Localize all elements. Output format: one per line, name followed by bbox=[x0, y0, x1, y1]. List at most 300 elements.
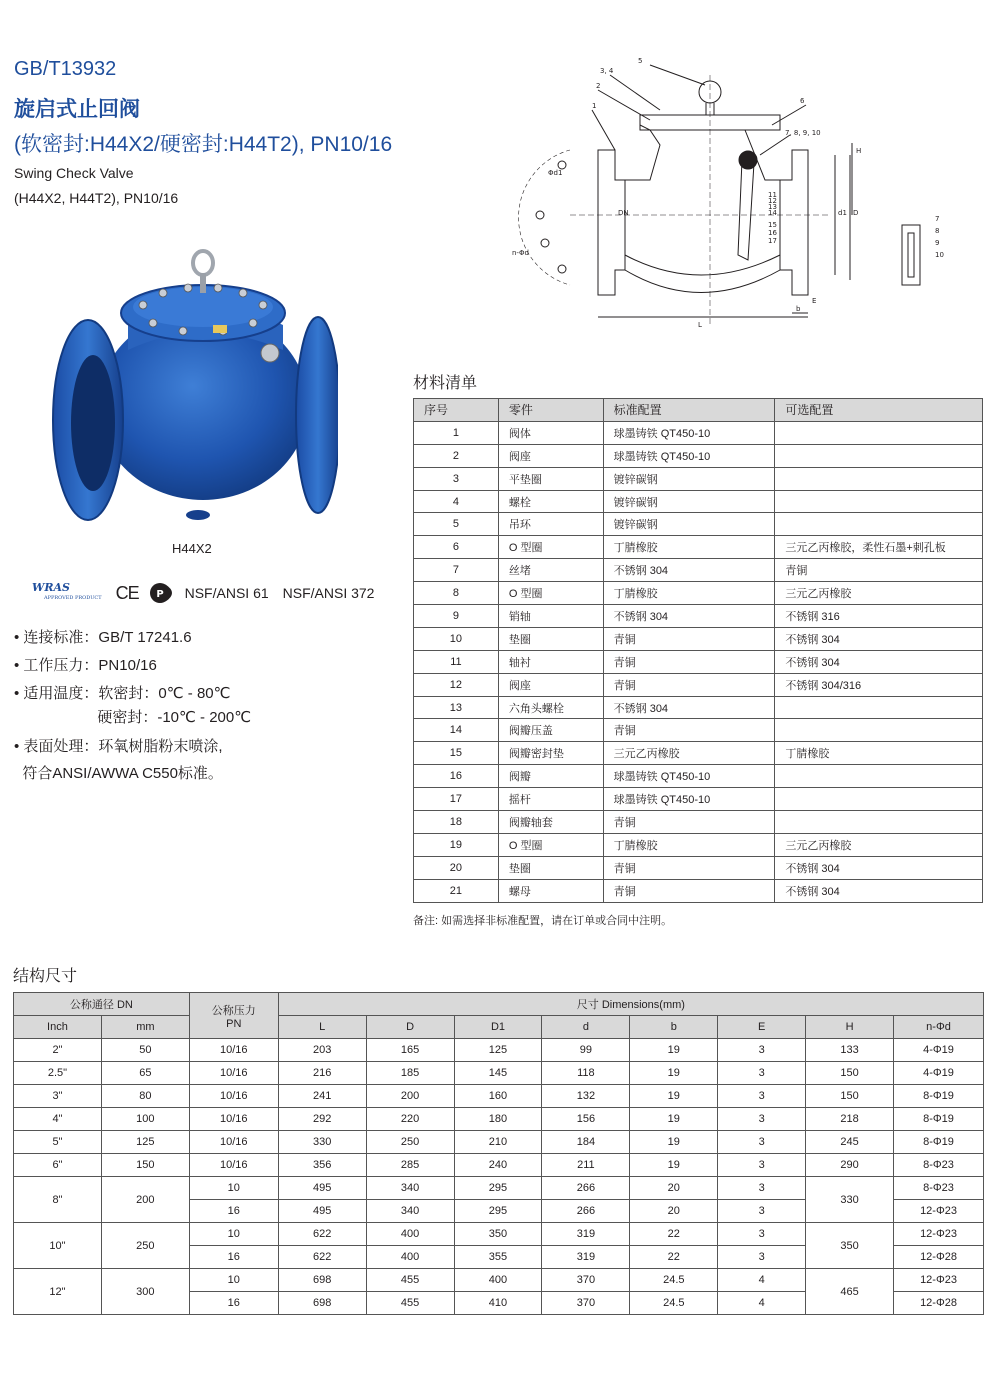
cell-holes: 12-Φ23 bbox=[894, 1269, 984, 1292]
cell-pn: 10/16 bbox=[189, 1131, 278, 1154]
cell-standard: 球墨铸铁 QT450-10 bbox=[603, 421, 775, 444]
cell-part: 阀瓣 bbox=[498, 765, 603, 788]
cell-no: 21 bbox=[414, 879, 499, 902]
cell-no: 7 bbox=[414, 559, 499, 582]
cell-d1: 160 bbox=[454, 1085, 542, 1108]
pct-mark-icon bbox=[149, 582, 177, 604]
cell-d1: 410 bbox=[454, 1292, 542, 1315]
cell-standard: 镀锌碳钢 bbox=[603, 490, 775, 513]
cell-no: 19 bbox=[414, 833, 499, 856]
callout-17: 17 bbox=[768, 237, 777, 245]
cell-d: 185 bbox=[366, 1062, 454, 1085]
col-header-optional: 可选配置 bbox=[775, 399, 983, 422]
cell-mm: 50 bbox=[101, 1039, 189, 1062]
cell-pn: 10/16 bbox=[189, 1062, 278, 1085]
cell-d: 184 bbox=[542, 1131, 630, 1154]
cell-mm: 100 bbox=[101, 1108, 189, 1131]
table-row bbox=[414, 742, 983, 765]
valve-photo bbox=[48, 245, 338, 530]
materials-title: 材料清单 bbox=[413, 375, 478, 392]
cell-mm: 300 bbox=[101, 1269, 189, 1315]
cell-holes: 8-Φ23 bbox=[894, 1177, 984, 1200]
cell-e: 3 bbox=[718, 1085, 806, 1108]
cell-l: 622 bbox=[278, 1223, 366, 1246]
certification-logos bbox=[32, 581, 374, 605]
cell-pn: 10/16 bbox=[189, 1108, 278, 1131]
cell-e: 3 bbox=[718, 1154, 806, 1177]
table-row bbox=[414, 696, 983, 719]
table-row bbox=[414, 765, 983, 788]
table-header-row bbox=[414, 399, 983, 422]
cell-optional bbox=[775, 513, 983, 536]
col-header-dimensions: 尺寸 Dimensions(mm) bbox=[278, 993, 983, 1016]
cell-d1: 295 bbox=[454, 1177, 542, 1200]
cell-e: 3 bbox=[718, 1108, 806, 1131]
cell-optional: 不锈钢 304 bbox=[775, 627, 983, 650]
cell-h: 133 bbox=[806, 1039, 894, 1062]
cell-optional: 三元乙丙橡胶 bbox=[775, 833, 983, 856]
table-header-row bbox=[14, 993, 984, 1016]
dim-dn: DN bbox=[618, 209, 629, 217]
cell-h: 330 bbox=[806, 1177, 894, 1223]
cell-no: 4 bbox=[414, 490, 499, 513]
spec-connection: • 连接标准：GB/T 17241.6 bbox=[14, 629, 192, 646]
cell-part: 螺母 bbox=[498, 879, 603, 902]
cell-h: 150 bbox=[806, 1085, 894, 1108]
cell-part: 垫圈 bbox=[498, 627, 603, 650]
cell-no: 14 bbox=[414, 719, 499, 742]
table-row bbox=[414, 719, 983, 742]
cell-part: 阀座 bbox=[498, 444, 603, 467]
detail-callout-7: 7 bbox=[935, 215, 940, 223]
cell-no: 13 bbox=[414, 696, 499, 719]
dim-e: E bbox=[812, 297, 817, 305]
cell-pn: 10/16 bbox=[189, 1085, 278, 1108]
cell-holes: 8-Φ19 bbox=[894, 1131, 984, 1154]
col-header-holes: n-Φd bbox=[894, 1016, 984, 1039]
dim-n-holes: n-Φd bbox=[512, 249, 529, 257]
cell-d: 99 bbox=[542, 1039, 630, 1062]
cell-optional: 丁腈橡胶 bbox=[775, 742, 983, 765]
cell-h: 218 bbox=[806, 1108, 894, 1131]
callout-2: 2 bbox=[596, 82, 601, 90]
wras-logo: WRAS APPROVED PRODUCT bbox=[32, 581, 102, 601]
cell-holes: 4-Φ19 bbox=[894, 1062, 984, 1085]
cell-part: 阀座 bbox=[498, 673, 603, 696]
cell-d: 455 bbox=[366, 1292, 454, 1315]
cell-b: 19 bbox=[630, 1039, 718, 1062]
table-row bbox=[14, 1131, 984, 1154]
cell-part: 阀瓣压盖 bbox=[498, 719, 603, 742]
cell-d: 400 bbox=[366, 1246, 454, 1269]
cell-l: 698 bbox=[278, 1269, 366, 1292]
cell-d1: 355 bbox=[454, 1246, 542, 1269]
product-models-en: (H44X2, H44T2), PN10/16 bbox=[14, 190, 179, 206]
table-row bbox=[414, 833, 983, 856]
table-row bbox=[414, 467, 983, 490]
cell-d: 285 bbox=[366, 1154, 454, 1177]
cell-pn: 16 bbox=[189, 1246, 278, 1269]
cell-part: 丝堵 bbox=[498, 559, 603, 582]
cross-section-drawing bbox=[510, 55, 990, 330]
cell-part: 阀瓣密封垫 bbox=[498, 742, 603, 765]
cell-standard: 青铜 bbox=[603, 650, 775, 673]
col-header-b: b bbox=[630, 1016, 718, 1039]
cell-d: 118 bbox=[542, 1062, 630, 1085]
table-row bbox=[14, 1177, 984, 1200]
cell-no: 12 bbox=[414, 673, 499, 696]
dim-b: b bbox=[796, 305, 801, 313]
cell-optional: 不锈钢 304 bbox=[775, 650, 983, 673]
cell-l: 698 bbox=[278, 1292, 366, 1315]
cell-b: 19 bbox=[630, 1062, 718, 1085]
table-row bbox=[414, 627, 983, 650]
col-header-inch: Inch bbox=[14, 1016, 102, 1039]
callout-7-10: 7, 8, 9, 10 bbox=[785, 129, 821, 137]
cell-b: 22 bbox=[630, 1246, 718, 1269]
cell-d: 340 bbox=[366, 1177, 454, 1200]
cell-holes: 12-Φ28 bbox=[894, 1292, 984, 1315]
cell-part: 吊环 bbox=[498, 513, 603, 536]
cell-mm: 200 bbox=[101, 1177, 189, 1223]
col-header-h: H bbox=[806, 1016, 894, 1039]
cell-inch: 2.5" bbox=[14, 1062, 102, 1085]
photo-caption: H44X2 bbox=[172, 541, 212, 556]
dim-d: D bbox=[853, 209, 859, 217]
table-header-row bbox=[14, 1016, 984, 1039]
cell-b: 24.5 bbox=[630, 1269, 718, 1292]
col-header-l: L bbox=[278, 1016, 366, 1039]
table-row bbox=[14, 1108, 984, 1131]
col-header-standard: 标准配置 bbox=[603, 399, 775, 422]
cell-pn: 16 bbox=[189, 1200, 278, 1223]
cell-l: 216 bbox=[278, 1062, 366, 1085]
cell-standard: 青铜 bbox=[603, 811, 775, 834]
cell-no: 10 bbox=[414, 627, 499, 650]
cell-no: 20 bbox=[414, 856, 499, 879]
cell-no: 15 bbox=[414, 742, 499, 765]
cell-pn: 10 bbox=[189, 1269, 278, 1292]
cell-d: 370 bbox=[542, 1269, 630, 1292]
cell-standard: 丁腈橡胶 bbox=[603, 833, 775, 856]
cell-l: 203 bbox=[278, 1039, 366, 1062]
cell-inch: 2" bbox=[14, 1039, 102, 1062]
cell-inch: 5" bbox=[14, 1131, 102, 1154]
table-row bbox=[14, 1062, 984, 1085]
materials-table bbox=[413, 398, 983, 903]
cell-inch: 12" bbox=[14, 1269, 102, 1315]
cell-part: 摇杆 bbox=[498, 788, 603, 811]
detail-callout-8: 8 bbox=[935, 227, 940, 235]
cell-optional bbox=[775, 421, 983, 444]
cell-optional bbox=[775, 696, 983, 719]
cell-standard: 不锈钢 304 bbox=[603, 605, 775, 628]
cell-e: 3 bbox=[718, 1131, 806, 1154]
cell-d: 319 bbox=[542, 1223, 630, 1246]
col-header-part: 零件 bbox=[498, 399, 603, 422]
cell-mm: 250 bbox=[101, 1223, 189, 1269]
table-row bbox=[14, 1269, 984, 1292]
table-row bbox=[414, 673, 983, 696]
cell-inch: 10" bbox=[14, 1223, 102, 1269]
table-row bbox=[414, 605, 983, 628]
cell-no: 11 bbox=[414, 650, 499, 673]
cell-b: 20 bbox=[630, 1200, 718, 1223]
cell-d: 455 bbox=[366, 1269, 454, 1292]
callout-12: 12 bbox=[768, 197, 777, 205]
cell-part: 销轴 bbox=[498, 605, 603, 628]
cell-pn: 10/16 bbox=[189, 1039, 278, 1062]
callout-11: 11 bbox=[768, 191, 777, 199]
cell-e: 3 bbox=[718, 1200, 806, 1223]
cell-e: 3 bbox=[718, 1062, 806, 1085]
cell-d1: 350 bbox=[454, 1223, 542, 1246]
cell-h: 290 bbox=[806, 1154, 894, 1177]
cell-optional: 三元乙丙橡胶 bbox=[775, 582, 983, 605]
cell-holes: 8-Φ19 bbox=[894, 1085, 984, 1108]
cell-e: 4 bbox=[718, 1269, 806, 1292]
product-title-cn: 旋启式止回阀 bbox=[14, 98, 140, 121]
table-row bbox=[414, 513, 983, 536]
cell-part: 平垫圈 bbox=[498, 467, 603, 490]
cell-part: 螺栓 bbox=[498, 490, 603, 513]
cell-l: 241 bbox=[278, 1085, 366, 1108]
cell-part: O 型圈 bbox=[498, 536, 603, 559]
cell-part: 阀体 bbox=[498, 421, 603, 444]
cell-inch: 6" bbox=[14, 1154, 102, 1177]
cell-optional bbox=[775, 467, 983, 490]
callout-3-4: 3, 4 bbox=[600, 67, 614, 75]
table-row bbox=[414, 650, 983, 673]
cell-b: 19 bbox=[630, 1131, 718, 1154]
cell-mm: 80 bbox=[101, 1085, 189, 1108]
cell-standard: 青铜 bbox=[603, 719, 775, 742]
cell-standard: 三元乙丙橡胶 bbox=[603, 742, 775, 765]
cell-d: 266 bbox=[542, 1177, 630, 1200]
cell-no: 2 bbox=[414, 444, 499, 467]
cell-no: 3 bbox=[414, 467, 499, 490]
cell-e: 3 bbox=[718, 1039, 806, 1062]
cell-part: O 型圈 bbox=[498, 833, 603, 856]
cell-h: 245 bbox=[806, 1131, 894, 1154]
callout-14: 14 bbox=[768, 209, 777, 217]
materials-note: 备注: 如需选择非标准配置，请在订单或合同中注明。 bbox=[413, 915, 673, 927]
cell-holes: 12-Φ23 bbox=[894, 1223, 984, 1246]
product-title-en: Swing Check Valve bbox=[14, 165, 134, 181]
table-row bbox=[414, 444, 983, 467]
cell-optional bbox=[775, 490, 983, 513]
table-row bbox=[414, 536, 983, 559]
cell-optional bbox=[775, 765, 983, 788]
cell-mm: 65 bbox=[101, 1062, 189, 1085]
cell-l: 356 bbox=[278, 1154, 366, 1177]
standard-code: GB/T13932 bbox=[14, 58, 117, 80]
dim-bolt-circle: Φd1 bbox=[548, 169, 563, 177]
cell-standard: 球墨铸铁 QT450-10 bbox=[603, 444, 775, 467]
spec-temperature-hard: 硬密封：-10℃ - 200℃ bbox=[14, 709, 252, 726]
cell-h: 465 bbox=[806, 1269, 894, 1315]
col-header-dn: 公称通径 DN bbox=[14, 993, 190, 1016]
cell-l: 495 bbox=[278, 1200, 366, 1223]
cell-b: 24.5 bbox=[630, 1292, 718, 1315]
cell-optional bbox=[775, 719, 983, 742]
table-row bbox=[414, 811, 983, 834]
cell-part: 垫圈 bbox=[498, 856, 603, 879]
nsf-372-label: NSF/ANSI 372 bbox=[282, 585, 375, 601]
cell-standard: 球墨铸铁 QT450-10 bbox=[603, 788, 775, 811]
cell-holes: 8-Φ19 bbox=[894, 1108, 984, 1131]
table-row bbox=[414, 559, 983, 582]
table-row bbox=[14, 1039, 984, 1062]
col-header-d: D bbox=[366, 1016, 454, 1039]
cell-standard: 青铜 bbox=[603, 627, 775, 650]
table-row bbox=[414, 879, 983, 902]
cell-mm: 150 bbox=[101, 1154, 189, 1177]
cell-optional bbox=[775, 788, 983, 811]
cell-d: 220 bbox=[366, 1108, 454, 1131]
cell-standard: 球墨铸铁 QT450-10 bbox=[603, 765, 775, 788]
spec-coating-standard: 符合ANSI/AWWA C550标准。 bbox=[14, 765, 223, 782]
cell-d: 211 bbox=[542, 1154, 630, 1177]
col-header-pn: 公称压力 PN bbox=[189, 993, 278, 1039]
cell-b: 22 bbox=[630, 1223, 718, 1246]
cell-pn: 10/16 bbox=[189, 1154, 278, 1177]
cell-holes: 4-Φ19 bbox=[894, 1039, 984, 1062]
cell-l: 622 bbox=[278, 1246, 366, 1269]
spec-temperature-soft: • 适用温度：软密封：0℃ - 80℃ bbox=[14, 685, 231, 702]
cell-no: 8 bbox=[414, 582, 499, 605]
col-header-d-small: d bbox=[542, 1016, 630, 1039]
cell-d: 250 bbox=[366, 1131, 454, 1154]
cell-e: 4 bbox=[718, 1292, 806, 1315]
table-row bbox=[14, 1154, 984, 1177]
cell-part: O 型圈 bbox=[498, 582, 603, 605]
dim-l: L bbox=[698, 321, 702, 329]
dim-d1: d1 bbox=[838, 209, 847, 217]
cell-no: 18 bbox=[414, 811, 499, 834]
spec-coating: • 表面处理：环氧树脂粉末喷涂, bbox=[14, 738, 223, 755]
cell-no: 5 bbox=[414, 513, 499, 536]
table-row bbox=[414, 856, 983, 879]
col-header-d1: D1 bbox=[454, 1016, 542, 1039]
table-row bbox=[14, 1223, 984, 1246]
cell-d1: 125 bbox=[454, 1039, 542, 1062]
cell-d: 400 bbox=[366, 1223, 454, 1246]
cell-standard: 不锈钢 304 bbox=[603, 696, 775, 719]
cell-no: 16 bbox=[414, 765, 499, 788]
col-header-no: 序号 bbox=[414, 399, 499, 422]
cell-l: 330 bbox=[278, 1131, 366, 1154]
table-row bbox=[414, 582, 983, 605]
cell-standard: 丁腈橡胶 bbox=[603, 536, 775, 559]
cell-b: 19 bbox=[630, 1085, 718, 1108]
cell-inch: 8" bbox=[14, 1177, 102, 1223]
cell-optional: 青铜 bbox=[775, 559, 983, 582]
cell-h: 350 bbox=[806, 1223, 894, 1269]
cell-h: 150 bbox=[806, 1062, 894, 1085]
cell-d: 340 bbox=[366, 1200, 454, 1223]
cell-d1: 180 bbox=[454, 1108, 542, 1131]
callout-1: 1 bbox=[592, 102, 597, 110]
cell-part: 阀瓣轴套 bbox=[498, 811, 603, 834]
cell-optional: 不锈钢 304 bbox=[775, 879, 983, 902]
cell-pn: 10 bbox=[189, 1223, 278, 1246]
cell-d: 156 bbox=[542, 1108, 630, 1131]
cell-no: 17 bbox=[414, 788, 499, 811]
dim-h: H bbox=[856, 147, 862, 155]
cell-d1: 145 bbox=[454, 1062, 542, 1085]
col-header-mm: mm bbox=[101, 1016, 189, 1039]
cell-e: 3 bbox=[718, 1223, 806, 1246]
cell-b: 19 bbox=[630, 1154, 718, 1177]
cell-l: 495 bbox=[278, 1177, 366, 1200]
cell-standard: 青铜 bbox=[603, 856, 775, 879]
cell-e: 3 bbox=[718, 1177, 806, 1200]
cell-d: 200 bbox=[366, 1085, 454, 1108]
callout-15: 15 bbox=[768, 221, 777, 229]
cell-standard: 青铜 bbox=[603, 673, 775, 696]
cell-b: 19 bbox=[630, 1108, 718, 1131]
cell-optional: 三元乙丙橡胶，柔性石墨+刺孔板 bbox=[775, 536, 983, 559]
cell-d: 319 bbox=[542, 1246, 630, 1269]
cell-optional bbox=[775, 811, 983, 834]
cell-pn: 16 bbox=[189, 1292, 278, 1315]
cell-e: 3 bbox=[718, 1246, 806, 1269]
nsf-61-label: NSF/ANSI 61 bbox=[184, 585, 269, 601]
ce-mark: CE bbox=[115, 582, 139, 603]
table-row bbox=[414, 421, 983, 444]
col-header-e: E bbox=[718, 1016, 806, 1039]
cell-standard: 镀锌碳钢 bbox=[603, 467, 775, 490]
detail-callout-10: 10 bbox=[935, 251, 944, 259]
cell-optional: 不锈钢 304 bbox=[775, 856, 983, 879]
cell-holes: 12-Φ23 bbox=[894, 1200, 984, 1223]
cell-optional: 不锈钢 304/316 bbox=[775, 673, 983, 696]
table-row bbox=[14, 1085, 984, 1108]
detail-callout-9: 9 bbox=[935, 239, 940, 247]
cell-optional bbox=[775, 444, 983, 467]
cell-l: 292 bbox=[278, 1108, 366, 1131]
cell-d: 370 bbox=[542, 1292, 630, 1315]
cell-d: 132 bbox=[542, 1085, 630, 1108]
cell-d1: 240 bbox=[454, 1154, 542, 1177]
callout-5: 5 bbox=[638, 57, 643, 65]
cell-no: 9 bbox=[414, 605, 499, 628]
cell-mm: 125 bbox=[101, 1131, 189, 1154]
cell-standard: 丁腈橡胶 bbox=[603, 582, 775, 605]
dimensions-title: 结构尺寸 bbox=[13, 968, 78, 985]
cell-inch: 3" bbox=[14, 1085, 102, 1108]
cell-holes: 12-Φ28 bbox=[894, 1246, 984, 1269]
cell-no: 6 bbox=[414, 536, 499, 559]
cell-standard: 镀锌碳钢 bbox=[603, 513, 775, 536]
cell-no: 1 bbox=[414, 421, 499, 444]
cell-inch: 4" bbox=[14, 1108, 102, 1131]
cell-part: 六角头螺栓 bbox=[498, 696, 603, 719]
cell-d1: 295 bbox=[454, 1200, 542, 1223]
svg-text:P: P bbox=[155, 589, 164, 600]
callout-6: 6 bbox=[800, 97, 805, 105]
cell-standard: 不锈钢 304 bbox=[603, 559, 775, 582]
cell-standard: 青铜 bbox=[603, 879, 775, 902]
cell-optional: 不锈钢 316 bbox=[775, 605, 983, 628]
table-row bbox=[414, 490, 983, 513]
spec-pressure: • 工作压力：PN10/16 bbox=[14, 657, 157, 674]
callout-13: 13 bbox=[768, 203, 777, 211]
cell-holes: 8-Φ23 bbox=[894, 1154, 984, 1177]
table-row bbox=[414, 788, 983, 811]
cell-d1: 210 bbox=[454, 1131, 542, 1154]
